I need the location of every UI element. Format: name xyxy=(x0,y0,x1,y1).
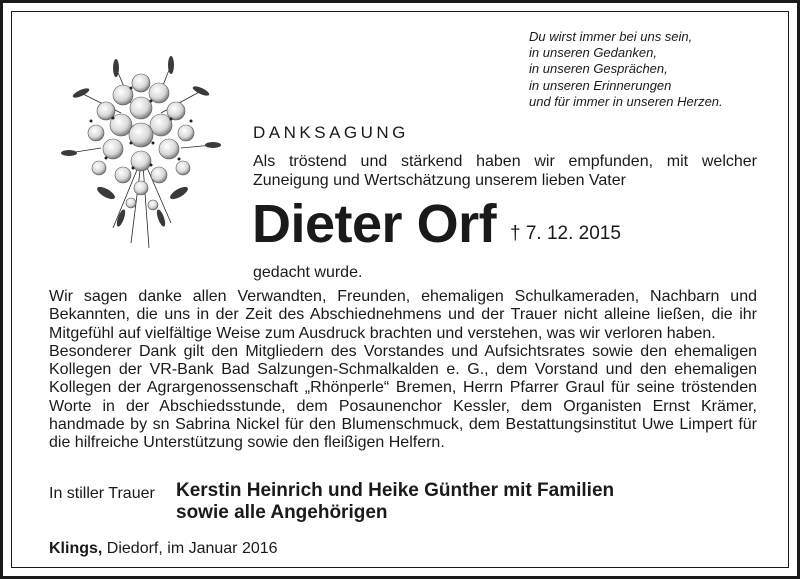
place-date xyxy=(49,540,278,558)
mourners xyxy=(176,480,614,524)
mourners-line: Kerstin Heinrich und Heike Günther mit Familien xyxy=(176,480,615,501)
flower-bouquet-image xyxy=(61,53,221,253)
poem-line: in unseren Gesprächen, xyxy=(529,61,668,77)
poem-line: Du wirst immer bei uns sein, xyxy=(529,29,693,44)
poem-line: in unseren Erinnerungen xyxy=(529,77,672,93)
poem-line: und für immer in unseren Herzen. xyxy=(529,93,723,109)
heading-danksagung: DANKSAGUNG xyxy=(253,123,409,142)
paragraph: Besonderer Dank gilt den Mitgliedern des Vorstandes und Aufsichtsrates sowie den ehemaligen Kollegen der VR-Bank Bad Salzungen-Schmalkalden e. G., dem Vorstand und den ehemaligen Kollegen der Agrargenossenschaft „Rhönperle“ Bremen, Herrn Pfarrer Graul für seine tröstenden Worte in der Abschiedsstunde, dem Posaunenchor Kessler, dem Organisten Ernst Krämer, handmade by sn Sabrina Nickel für den Blumenschmuck, dem Bestattungsinstitut Uwe Limpert für die hilfreiche Unterstützung sowie den fleißigen Helfern. xyxy=(49,342,757,452)
intro-text: Als tröstend und stärkend haben wir empfunden, mit welcher Zuneigung und Wertschätzung unserem lieben Vater xyxy=(253,153,757,189)
poem-line: in unseren Gedanken, xyxy=(529,45,657,61)
death-date: † 7. 12. 2015 xyxy=(510,223,621,244)
mourning-label: In stiller Trauer xyxy=(49,485,155,502)
body-text xyxy=(49,288,757,453)
deceased-name: Dieter Orf xyxy=(252,194,497,254)
place-name: Klings, xyxy=(49,540,103,557)
after-name-text: gedacht wurde. xyxy=(253,264,363,281)
mourners-line: sowie alle Angehörigen xyxy=(176,502,388,523)
paragraph: Wir sagen danke allen Verwandten, Freunden, ehemaligen Schulkameraden, Nachbarn und Bekannten, die uns in der Zeit des Abschiednehmens und der Trauer nicht alleine ließen, die ihr Mitgefühl auf vielfältige Weise zum Ausdruck brachten und verstehen, was wir verloren haben. xyxy=(49,288,757,342)
poem xyxy=(529,29,779,110)
place-date-rest: Diedorf, im Januar 2016 xyxy=(102,540,278,557)
